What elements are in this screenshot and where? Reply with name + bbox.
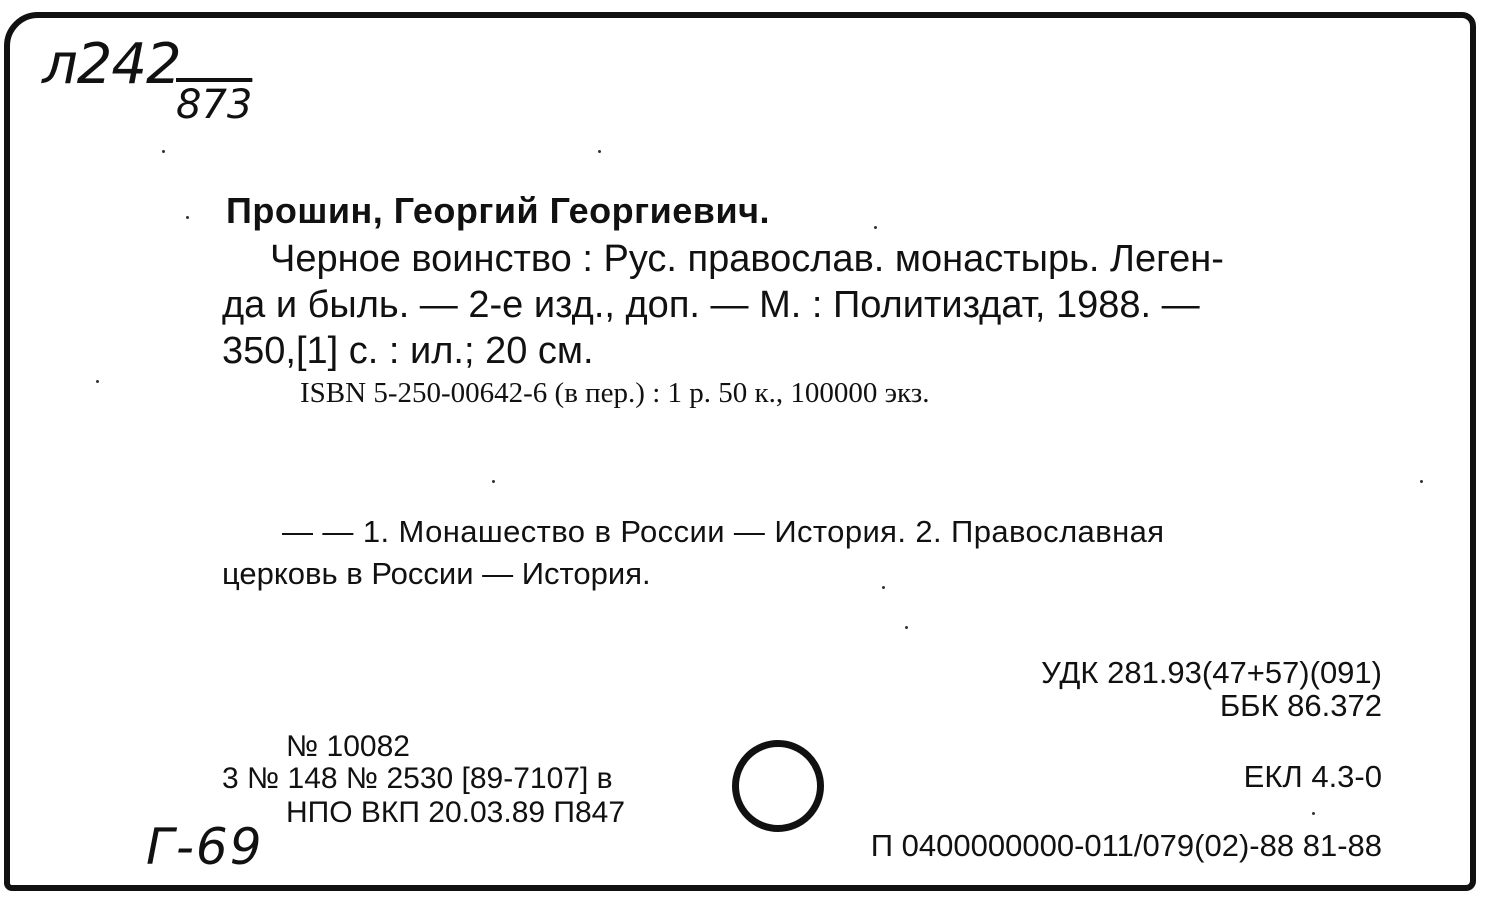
subject-headings-line-1: — — 1. Монашество в России — История. 2. Православная	[282, 514, 1165, 549]
scan-speck	[598, 150, 601, 153]
call-number-handwritten: л242	[42, 32, 181, 97]
scan-speck	[492, 480, 495, 483]
circle-stamp	[732, 740, 824, 832]
ekl-code: ЕКЛ 4.3-0	[1243, 759, 1382, 794]
isbn-line: ISBN 5-250-00642-6 (в пер.) : 1 р. 50 к., 100000 экз.	[300, 377, 930, 409]
scan-speck	[162, 150, 165, 153]
subject-headings-line-2: церковь в России — История.	[222, 556, 651, 591]
scan-speck	[96, 380, 99, 383]
scan-speck	[1312, 812, 1315, 815]
npo-vkp-line: НПО ВКП 20.03.89 П847	[286, 796, 626, 829]
scan-speck	[1420, 480, 1423, 483]
title-line-3: 350,[1] с. : ил.; 20 см.	[222, 330, 594, 372]
udk-code: УДК 281.93(47+57)(091)	[1041, 655, 1382, 690]
print-order-line: 3 № 148 № 2530 [89-7107] в	[222, 762, 613, 795]
title-line-2: да и быль. — 2-е изд., доп. — М. : Политиздат, 1988. —	[222, 284, 1200, 326]
card-number: № 10082	[286, 730, 410, 763]
inventory-handwritten: Г-69	[146, 818, 264, 876]
publisher-code: П 0400000000-011/079(02)-88 81-88	[870, 828, 1382, 863]
title-line-1: Черное воинство : Рус. православ. монастырь. Леген-	[270, 238, 1224, 280]
scan-speck	[186, 216, 189, 219]
author-heading: Прошин, Георгий Георгиевич.	[226, 190, 770, 231]
scan-speck	[882, 586, 885, 589]
call-number-sub-handwritten: 873	[176, 82, 253, 128]
bbk-code: ББК 86.372	[1219, 688, 1382, 723]
scan-speck	[905, 626, 908, 629]
scan-speck	[874, 226, 877, 229]
